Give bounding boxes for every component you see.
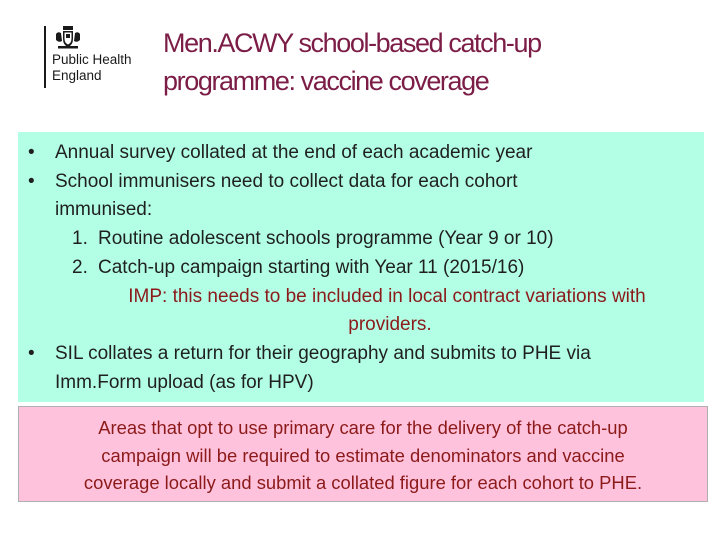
numbered-item [28, 254, 694, 283]
item-text: Catch-up campaign starting with Year 11 (2015/16) [98, 256, 525, 278]
bullet-text: SIL collates a return for their geography and submits to PHE via [55, 342, 591, 364]
bullet-item [28, 139, 694, 168]
bullet-continuation: Imm.Form upload (as for HPV) [55, 371, 314, 393]
royal-coat-of-arms-icon [54, 26, 82, 50]
item-number: 1. [72, 228, 88, 250]
title-line-1: Men.ACWY school-based catch-up [163, 28, 541, 58]
bullet-symbol: • [28, 342, 35, 364]
phe-logo [44, 26, 154, 90]
item-number: 2. [72, 256, 88, 278]
note-line: coverage locally and submit a collated figure for each cohort to PHE. [83, 472, 643, 493]
note-line: Areas that opt to use primary care for the delivery of the catch-up [98, 417, 628, 438]
main-content-box [18, 132, 704, 402]
important-note-line: providers. [348, 314, 432, 336]
logo-wordmark [52, 52, 132, 84]
primary-care-note-box [18, 406, 708, 502]
bullet-text: Annual survey collated at the end of each academic year [55, 142, 533, 163]
numbered-item [28, 225, 694, 254]
bullet-symbol: • [28, 142, 35, 163]
logo-divider [44, 26, 46, 88]
bullet-item [28, 168, 694, 197]
logo-line-2: England [52, 68, 102, 83]
item-text: Routine adolescent schools programme (Year 9 or 10) [98, 228, 554, 250]
bullet-continuation: immunised: [55, 199, 153, 221]
bullet-symbol: • [28, 170, 35, 192]
bullet-text: School immunisers need to collect data for each cohort [55, 170, 518, 192]
logo-line-1: Public Health [52, 52, 132, 67]
bullet-item [28, 340, 694, 369]
important-note-line: IMP: this needs to be included in local contract variations with [128, 285, 646, 307]
note-line: campaign will be required to estimate denominators and vaccine [101, 444, 625, 466]
title-line-2: programme: vaccine coverage [163, 66, 489, 96]
page-title [163, 24, 703, 100]
